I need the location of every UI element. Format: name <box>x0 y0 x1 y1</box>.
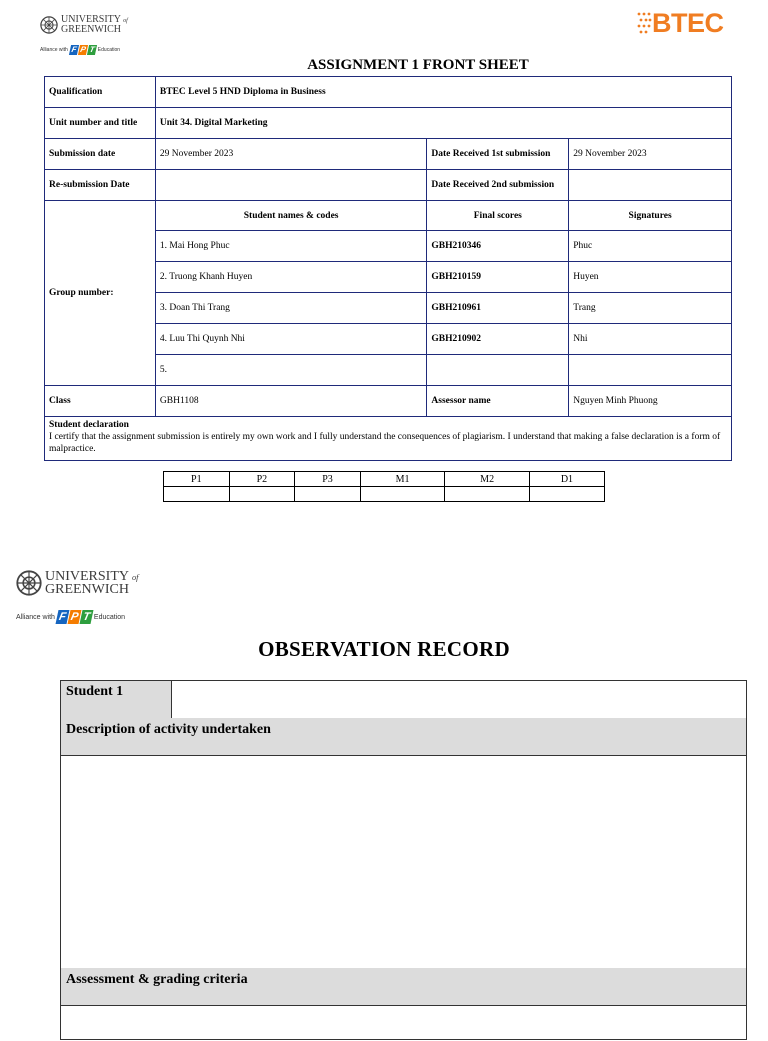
assessor-value: Nguyen Minh Phuong <box>569 386 732 417</box>
assessment-criteria-area[interactable] <box>61 1007 746 1041</box>
student-declaration <box>45 417 732 461</box>
alliance-suffix: Education <box>93 613 126 621</box>
submission-date-label: Submission date <box>45 139 156 170</box>
student-signature: Trang <box>569 293 732 324</box>
fpt-alliance-logo-page2 <box>16 610 125 624</box>
fpt-letter-p: P <box>67 610 81 624</box>
observation-title: OBSERVATION RECORD <box>258 637 510 661</box>
students-column-header: Student names & codes <box>155 201 427 231</box>
student-label-cell <box>61 681 172 718</box>
date-received-2nd-value <box>569 170 732 201</box>
university-of: of <box>131 573 139 582</box>
class-value: GBH1108 <box>155 386 427 417</box>
date-received-2nd-label: Date Received 2nd submission <box>427 170 569 201</box>
university-crest-icon <box>16 570 42 596</box>
fpt-logo-icon <box>70 45 96 55</box>
student-code: GBH210159 <box>427 262 569 293</box>
criteria-value-m1[interactable] <box>360 487 445 502</box>
signatures-column-header: Signatures <box>569 201 732 231</box>
class-label: Class <box>45 386 156 417</box>
btec-wordmark: BTEC <box>652 8 724 38</box>
student-code: GBH210961 <box>427 293 569 324</box>
qualification-label: Qualification <box>45 77 156 108</box>
declaration-title: Student declaration <box>49 420 129 430</box>
unit-value: Unit 34. Digital Marketing <box>155 108 731 139</box>
assessment-band <box>61 968 746 1006</box>
criteria-value-d1[interactable] <box>529 487 604 502</box>
criteria-value-m2[interactable] <box>445 487 530 502</box>
student-code: GBH210346 <box>427 231 569 262</box>
student-name: 2. Truong Khanh Huyen <box>155 262 427 293</box>
fpt-logo-icon <box>57 610 92 624</box>
fpt-letter-f: F <box>70 45 78 54</box>
student-label: Student 1 <box>66 684 124 699</box>
btec-dots-icon <box>636 10 652 38</box>
assessor-label: Assessor name <box>427 386 569 417</box>
university-name-line2: GREENWICH <box>45 582 129 598</box>
observation-record-box <box>60 680 747 1040</box>
criteria-value-p1[interactable] <box>164 487 230 502</box>
university-crest-icon <box>40 16 58 34</box>
alliance-suffix: Education <box>97 47 121 53</box>
assessment-label: Assessment & grading criteria <box>66 972 248 987</box>
criteria-header-m1: M1 <box>360 472 445 487</box>
university-name-line1: UNIVERSITY <box>61 14 121 25</box>
unit-label: Unit number and title <box>45 108 156 139</box>
alliance-prefix: Alliance with <box>16 613 55 621</box>
student-name: 1. Mai Hong Phuc <box>155 231 427 262</box>
criteria-value-p3[interactable] <box>295 487 361 502</box>
criteria-header-m2: M2 <box>445 472 530 487</box>
submission-date-value: 29 November 2023 <box>155 139 427 170</box>
grading-criteria-table <box>163 471 605 502</box>
university-of: of <box>123 18 128 24</box>
student-signature: Phuc <box>569 231 732 262</box>
criteria-value-p2[interactable] <box>229 487 295 502</box>
student-signature: Nhi <box>569 324 732 355</box>
student-name: 5. <box>155 355 427 386</box>
student-name-field[interactable] <box>174 681 746 719</box>
student-code <box>427 355 569 386</box>
university-logo-page2 <box>16 570 139 597</box>
student-signature <box>569 355 732 386</box>
fpt-letter-t: T <box>79 610 93 624</box>
university-name-line2: GREENWICH <box>61 23 121 35</box>
qualification-value: BTEC Level 5 HND Diploma in Business <box>155 77 731 108</box>
student-signature: Huyen <box>569 262 732 293</box>
criteria-header-p1: P1 <box>164 472 230 487</box>
activity-description-area[interactable] <box>61 757 746 967</box>
criteria-header-d1: D1 <box>529 472 604 487</box>
university-logo <box>40 15 128 34</box>
activity-band <box>61 718 746 756</box>
resubmission-date-value <box>155 170 427 201</box>
university-name-line1: UNIVERSITY <box>45 569 129 584</box>
fpt-letter-t: T <box>88 45 96 54</box>
date-received-1st-value: 29 November 2023 <box>569 139 732 170</box>
declaration-text: I certify that the assignment submission is entirely my own work and I fully understand the consequences of plagiarism. I understand that making a false declaration is a form of malpractice. <box>49 431 721 454</box>
fpt-alliance-logo <box>40 45 120 55</box>
resubmission-date-label: Re-submission Date <box>45 170 156 201</box>
student-name: 4. Luu Thi Quynh Nhi <box>155 324 427 355</box>
student-name: 3. Doan Thi Trang <box>155 293 427 324</box>
group-number-label: Group number: <box>45 201 156 386</box>
front-sheet-table <box>44 76 732 461</box>
date-received-1st-label: Date Received 1st submission <box>427 139 569 170</box>
criteria-header-p2: P2 <box>229 472 295 487</box>
alliance-prefix: Alliance with <box>40 47 68 53</box>
fpt-letter-p: P <box>79 45 87 54</box>
fpt-letter-f: F <box>55 610 69 624</box>
activity-label: Description of activity undertaken <box>66 722 271 737</box>
btec-logo <box>636 8 724 39</box>
criteria-header-p3: P3 <box>295 472 361 487</box>
front-sheet-title: ASSIGNMENT 1 FRONT SHEET <box>307 57 529 73</box>
student-code: GBH210902 <box>427 324 569 355</box>
scores-column-header: Final scores <box>427 201 569 231</box>
